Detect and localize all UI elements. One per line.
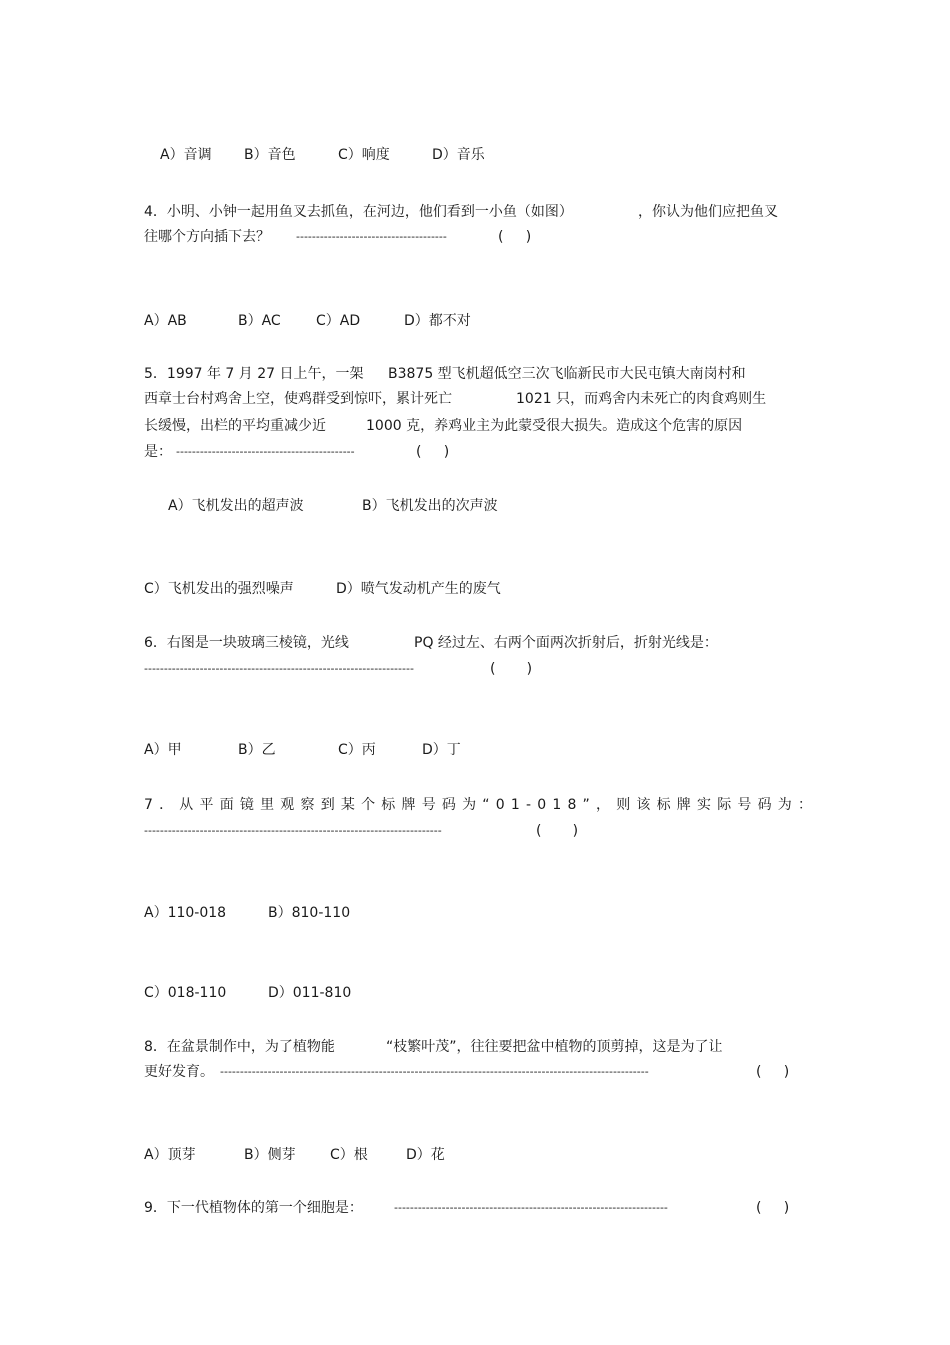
- q8-option-a: A）顶芽: [144, 1147, 196, 1163]
- q5-text-line3a: 长缓慢，出栏的平均重减少近: [144, 418, 326, 434]
- q6-text-line1a: 6．右图是一块玻璃三棱镜，光线: [144, 635, 349, 651]
- q5-text-line4: 是：: [144, 444, 172, 460]
- q8-text-line2: 更好发育。: [144, 1064, 214, 1080]
- q5-text-line1a: 5．1997 年 7 月 27 日上午，一架: [144, 366, 364, 382]
- q4-text-line1: 4．小明、小钟一起用鱼叉去抓鱼，在河边，他们看到一小鱼（如图）: [144, 204, 573, 220]
- q6-text-line1b: PQ 经过左、右两个面两次折射后，折射光线是：: [414, 635, 718, 651]
- q7-answer-paren: ( ): [536, 823, 579, 839]
- q6-option-a: A）甲: [144, 742, 182, 758]
- q9-answer-paren: ( ): [756, 1200, 790, 1216]
- q5-option-c: C）飞机发出的强烈噪声: [144, 581, 294, 597]
- q9-dashes: ---------------------------------------------------------------------: [394, 1201, 668, 1214]
- q9-text-line1: 9．下一代植物体的第一个细胞是：: [144, 1200, 363, 1216]
- q8-answer-paren: ( ): [756, 1064, 790, 1080]
- q5-answer-paren: ( ): [416, 444, 450, 460]
- q4-text-line2: 往哪个方向插下去？: [144, 229, 270, 245]
- q5-text-line2a: 西章士台村鸡舍上空，使鸡群受到惊吓，累计死亡: [144, 391, 452, 407]
- q5-text-line3b: 1000 克，养鸡业主为此蒙受很大损失。造成这个危害的原因: [366, 418, 743, 434]
- q5-text-line1b: B3875 型飞机超低空三次飞临新民市大民屯镇大南岗村和: [388, 366, 746, 382]
- q8-dashes: ------------------------------------------------------------------------------------------------------------: [220, 1065, 649, 1078]
- q7-option-d: D）011-810: [268, 985, 352, 1001]
- q8-option-c: C）根: [330, 1147, 368, 1163]
- q3-option-d: D）音乐: [432, 147, 485, 163]
- q6-dashes: --------------------------------------------------------------------: [144, 662, 414, 675]
- q4-dashes: --------------------------------------: [296, 230, 447, 243]
- q6-answer-paren: ( ): [490, 661, 533, 677]
- q3-option-c: C）响度: [338, 147, 390, 163]
- q4-text-line1b: ，你认为他们应把鱼叉: [638, 204, 778, 220]
- q7-text-line1: 7．从平面镜里观察到某个标牌号码为“01-018”，则该标牌实际号码为：: [144, 797, 819, 813]
- q4-option-c: C）AD: [316, 313, 361, 329]
- q7-dashes: ---------------------------------------------------------------------------: [144, 824, 442, 837]
- q6-option-d: D）丁: [422, 742, 461, 758]
- q5-option-b: B）飞机发出的次声波: [362, 498, 498, 514]
- q8-option-b: B）侧芽: [244, 1147, 296, 1163]
- q5-text-line2b: 1021 只，而鸡舍内未死亡的肉食鸡则生: [516, 391, 767, 407]
- q6-option-b: B）乙: [238, 742, 276, 758]
- q3-option-b: B）音色: [244, 147, 296, 163]
- q5-option-d: D）喷气发动机产生的废气: [336, 581, 501, 597]
- q5-dashes: ---------------------------------------------: [176, 445, 355, 458]
- q8-option-d: D）花: [406, 1147, 445, 1163]
- q4-option-a: A）AB: [144, 313, 187, 329]
- q7-option-c: C）018-110: [144, 985, 227, 1001]
- q5-option-a: A）飞机发出的超声波: [168, 498, 304, 514]
- q4-answer-paren: ( ): [498, 229, 532, 245]
- q7-option-a: A）110-018: [144, 905, 227, 921]
- q8-text-line1b: “枝繁叶茂”，往往要把盆中植物的顶剪掉，这是为了让: [386, 1039, 723, 1055]
- q8-text-line1a: 8．在盆景制作中，为了植物能: [144, 1039, 335, 1055]
- q7-option-b: B）810-110: [268, 905, 351, 921]
- q4-option-b: B）AC: [238, 313, 281, 329]
- q4-option-d: D）都不对: [404, 313, 471, 329]
- q6-option-c: C）丙: [338, 742, 376, 758]
- q3-option-a: A）音调: [160, 147, 212, 163]
